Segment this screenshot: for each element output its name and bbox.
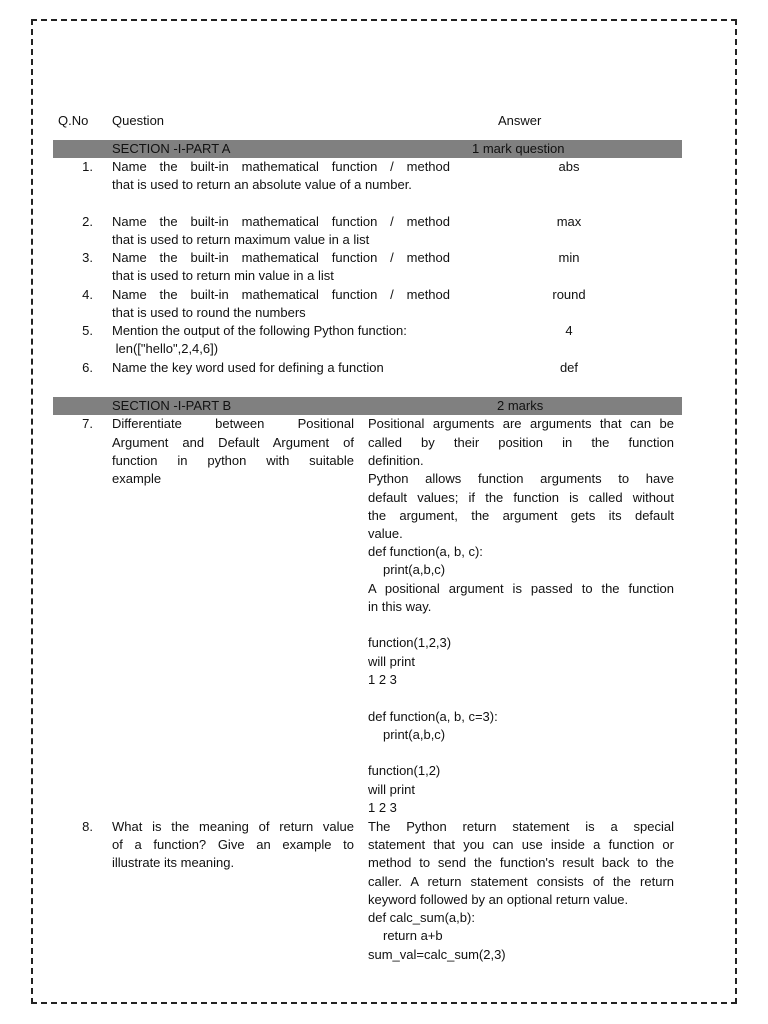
q7-answer-code: function(1,2,3) — [368, 635, 452, 650]
q1-answer: abs — [558, 159, 580, 174]
q7-answer-code: def function(a, b, c=3): — [368, 709, 498, 724]
q8-answer-code: return a+b — [383, 928, 443, 943]
q2-answer: max — [556, 214, 582, 229]
section-a-title: SECTION -I-PART A — [112, 141, 231, 156]
q7-answer-code: function(1,2) — [368, 763, 441, 778]
q4-answer: round — [552, 287, 586, 302]
q2-text-line1: Name the built-in mathematical function / method — [112, 214, 450, 229]
q7-question-line: function in python with suitable — [112, 453, 354, 468]
q7-question-line: Argument and Default Argument of — [112, 435, 354, 450]
q7-answer-line: called by their position in the function — [368, 435, 674, 450]
q2-text-line2: that is used to return maximum value in a list — [112, 232, 370, 247]
q4-text-line2: that is used to round the numbers — [112, 305, 306, 320]
q8-number: 8. — [82, 819, 93, 834]
q7-answer-code: print(a,b,c) — [383, 727, 446, 742]
q8-answer-line: keyword followed by an optional return value. — [368, 892, 629, 907]
q8-question-line: illustrate its meaning. — [112, 855, 235, 870]
q1-text-line1: Name the built-in mathematical function / method — [112, 159, 450, 174]
q5-text-line2: len(["hello",2,4,6]) — [112, 341, 219, 356]
q7-answer-code: print(a,b,c) — [383, 562, 446, 577]
q7-answer-line: will print — [368, 782, 415, 797]
q7-answer-line: in this way. — [368, 599, 432, 614]
q3-answer: min — [558, 250, 580, 265]
q7-answer-code: def function(a, b, c): — [368, 544, 483, 559]
q7-answer-line: Python allows function arguments to have — [368, 471, 674, 486]
q8-answer-line: method to send the function's result back to the — [368, 855, 674, 870]
header-answer: Answer — [498, 113, 542, 128]
q7-answer-line: value. — [368, 526, 403, 541]
q7-answer-line: 1 2 3 — [368, 672, 397, 687]
q5-text-line1: Mention the output of the following Python function: — [112, 323, 407, 338]
q6-number: 6. — [82, 360, 93, 375]
q3-number: 3. — [82, 250, 93, 265]
q8-answer-code: def calc_sum(a,b): — [368, 910, 475, 925]
q7-answer-line: A positional argument is passed to the function — [368, 581, 674, 596]
q7-answer-line: 1 2 3 — [368, 800, 397, 815]
q4-number: 4. — [82, 287, 93, 302]
section-b-marks: 2 marks — [497, 398, 544, 413]
q8-answer-line: The Python return statement is a special — [368, 819, 674, 834]
q8-answer-line: caller. A return statement consists of the return — [368, 874, 674, 889]
section-b-band — [53, 397, 682, 415]
q1-number: 1. — [82, 159, 93, 174]
q2-number: 2. — [82, 214, 93, 229]
section-b-title: SECTION -I-PART B — [112, 398, 232, 413]
q8-answer-code: sum_val=calc_sum(2,3) — [368, 947, 506, 962]
q8-answer-line: statement that you can use inside a function or — [368, 837, 674, 852]
q7-answer-line: Positional arguments are arguments that can be — [368, 416, 674, 431]
q3-text-line1: Name the built-in mathematical function / method — [112, 250, 450, 265]
q5-answer: 4 — [565, 323, 573, 338]
q1-text-line2: that is used to return an absolute value of a number. — [112, 177, 412, 192]
q7-answer-line: will print — [368, 654, 415, 669]
q7-answer-line: default values; if the function is called without — [368, 490, 674, 505]
q7-question-line: Differentiate between Positional — [112, 416, 354, 431]
section-a-marks: 1 mark question — [472, 141, 565, 156]
q3-text-line2: that is used to return min value in a list — [112, 268, 334, 283]
q6-answer: def — [559, 360, 579, 375]
q8-question-line: of a function? Give an example to — [112, 837, 354, 852]
q7-answer-line: definition. — [368, 453, 424, 468]
q7-answer-line: the argument, the argument gets its default — [368, 508, 674, 523]
q6-text-line1: Name the key word used for defining a function — [112, 360, 384, 375]
section-a-band — [53, 140, 682, 158]
q7-question-line: example — [112, 471, 162, 486]
header-qno: Q.No — [58, 113, 89, 128]
q8-question-line: What is the meaning of return value — [112, 819, 354, 834]
q4-text-line1: Name the built-in mathematical function / method — [112, 287, 450, 302]
header-question: Question — [112, 113, 165, 128]
q7-number: 7. — [82, 416, 93, 431]
q5-number: 5. — [82, 323, 93, 338]
